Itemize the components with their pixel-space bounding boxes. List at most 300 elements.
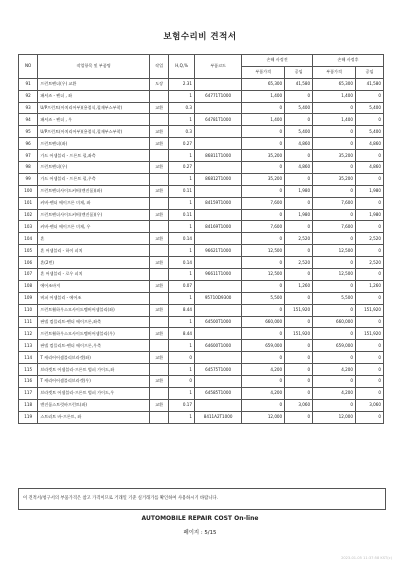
cell-hq: 0.07 [169, 280, 195, 292]
cell-hq: 0.14 [169, 257, 195, 269]
table-row [19, 102, 384, 114]
cell-p3: 1,980 [355, 209, 383, 221]
cell-p3: 0 [355, 292, 383, 304]
cell-l2: 35,200 [313, 173, 356, 185]
cell-work: 교환 [149, 185, 168, 197]
cell-p1: 0 [242, 162, 285, 174]
cell-item: 프런트펜더(우) [38, 162, 150, 174]
cell-work: 교환 [149, 352, 168, 364]
cell-l2: 0 [313, 138, 356, 150]
table-row [19, 78, 384, 90]
table-row [19, 269, 384, 281]
cell-p3: 41,580 [355, 78, 383, 90]
cell-code [195, 352, 242, 364]
cell-hq: 0.27 [169, 138, 195, 150]
print-timestamp: 2023-01-05 11:37:58 KST(c) [341, 556, 392, 560]
cell-p1: 0 [242, 126, 285, 138]
cell-no: 101 [19, 197, 38, 209]
cell-l1: 0 [285, 197, 313, 209]
cell-l1: 5,400 [285, 126, 313, 138]
cell-item: 프런트펜더(좌) [38, 138, 150, 150]
cell-work: 교환 [149, 102, 168, 114]
cell-p3: 0 [355, 340, 383, 352]
cell-work [149, 316, 168, 328]
cell-item: 에어조바져 [38, 280, 150, 292]
cell-l2: 0 [313, 126, 356, 138]
cell-l2: 0 [313, 280, 356, 292]
table-row [19, 257, 384, 269]
cell-item: 프런트펜더사이드커버(엔진룸)(좌) [38, 185, 150, 197]
cell-no: 113 [19, 340, 38, 352]
cell-l2: 12,500 [313, 269, 356, 281]
cell-p3: 0 [355, 114, 383, 126]
cell-no: 116 [19, 376, 38, 388]
cell-work: 교환 [149, 126, 168, 138]
header-labor-after: 공임 [355, 66, 383, 78]
cell-p1: 5,500 [242, 292, 285, 304]
cell-code: 96611T1000 [195, 269, 242, 281]
cell-hq: 0.27 [169, 162, 195, 174]
cell-l2: 12,000 [313, 411, 356, 423]
table-row [19, 138, 384, 150]
cell-work: 교환 [149, 280, 168, 292]
cell-l1: 0 [285, 221, 313, 233]
cell-work: 교환 [149, 376, 168, 388]
table-row [19, 114, 384, 126]
cell-p3: 2,520 [355, 257, 383, 269]
cell-item: 가드 어셈블리 - 프론트 펄,좌측 [38, 150, 150, 162]
cell-code: 84159T1000 [195, 197, 242, 209]
cell-no: 94 [19, 114, 38, 126]
cell-work: 교환 [149, 399, 168, 411]
cell-p3: 0 [355, 245, 383, 257]
cell-work: 교환 [149, 209, 168, 221]
cell-item: 커버-펜더 에이프론 미제, 우 [38, 221, 150, 233]
cell-hq: 1 [169, 292, 195, 304]
cell-code: 64500T1000 [195, 316, 242, 328]
table-row [19, 376, 384, 388]
table-row [19, 304, 384, 316]
cell-hq: 0 [169, 352, 195, 364]
cell-item: 혼 어셈블리 - 로우 피치 [38, 269, 150, 281]
cell-p1: 0 [242, 185, 285, 197]
cell-p3: 0 [355, 352, 383, 364]
header-hq: H,Q,% [169, 55, 195, 79]
cell-hq: 1 [169, 316, 195, 328]
table-row [19, 245, 384, 257]
cell-l2: 0 [313, 304, 356, 316]
cell-hq: 1 [169, 364, 195, 376]
estimate-rows [19, 78, 384, 423]
cell-l2: 65,300 [313, 78, 356, 90]
cell-item: 프런트펜더(우) 교환 [38, 78, 150, 90]
cell-l1: 0 [285, 316, 313, 328]
header-code: 부품코드 [195, 55, 242, 79]
cell-work [149, 292, 168, 304]
estimate-table [18, 54, 384, 424]
cell-no: 93 [19, 102, 38, 114]
cell-l1: 1,980 [285, 185, 313, 197]
cell-l2: 4,200 [313, 364, 356, 376]
cell-item: 혼 어셈블리 - 하이 피치 [38, 245, 150, 257]
cell-no: 98 [19, 162, 38, 174]
cell-p1: 0 [242, 328, 285, 340]
cell-l2: 35,200 [313, 150, 356, 162]
cell-hq: 1 [169, 150, 195, 162]
cell-no: 117 [19, 387, 38, 399]
cell-hq: 1 [169, 173, 195, 185]
cell-item: 엔진룸스트럿바프런트(좌) [38, 399, 150, 411]
cell-hq: 0.14 [169, 233, 195, 245]
cell-p1: 660,000 [242, 316, 285, 328]
cell-no: 111 [19, 316, 38, 328]
cell-code: 64600T1000 [195, 340, 242, 352]
header-labor-before: 공임 [285, 66, 313, 78]
cell-no: 108 [19, 280, 38, 292]
cell-p1: 0 [242, 399, 285, 411]
cell-no: 104 [19, 233, 38, 245]
cell-p3: 2,520 [355, 233, 383, 245]
price-note: 이 견적서/청구서의 부품가격은 참고 가격이므로 거래일 기준 실거래가를 확인하여 사용하시기 바랍니다. [18, 488, 386, 510]
cell-work: 교환 [149, 138, 168, 150]
cell-item: 혼 [38, 233, 150, 245]
cell-code: 64585T1000 [195, 387, 242, 399]
table-row [19, 352, 384, 364]
cell-p3: 0 [355, 90, 383, 102]
cell-l1: 0 [285, 364, 313, 376]
cell-code: 86812T1000 [195, 173, 242, 185]
cell-p3: 151,920 [355, 304, 383, 316]
cell-p1: 0 [242, 352, 285, 364]
cell-l2: 0 [313, 352, 356, 364]
table-row [19, 185, 384, 197]
cell-p1: 4,200 [242, 387, 285, 399]
header-work: 작업 [149, 55, 168, 79]
table-row [19, 387, 384, 399]
table-row [19, 173, 384, 185]
cell-item: U/P프런트(아치리어부)(용접식,철재부스부착) [38, 102, 150, 114]
cell-l2: 0 [313, 328, 356, 340]
cell-code: 64781T1000 [195, 114, 242, 126]
cell-no: 109 [19, 292, 38, 304]
cell-hq: 0 [169, 376, 195, 388]
table-row [19, 340, 384, 352]
cell-item: 프런트펜더사이드커버(엔진룸)(우) [38, 209, 150, 221]
cell-item: 브라켓트 어셈블리-프론트 범퍼 가이드,우 [38, 387, 150, 399]
cell-work: 교환 [149, 162, 168, 174]
cell-l1: 0 [285, 150, 313, 162]
cell-no: 106 [19, 257, 38, 269]
cell-work [149, 364, 168, 376]
cell-p1: 0 [242, 280, 285, 292]
header-no: NO [19, 55, 38, 79]
cell-p3: 0 [355, 364, 383, 376]
cell-hq: 1 [169, 114, 195, 126]
table-row [19, 150, 384, 162]
cell-p1: 0 [242, 304, 285, 316]
cell-p3: 3,060 [355, 399, 383, 411]
cell-l1: 41,580 [285, 78, 313, 90]
cell-p3: 5,400 [355, 126, 383, 138]
cell-item: 혼(2번) [38, 257, 150, 269]
cell-code: 84169T1000 [195, 221, 242, 233]
cell-item: 패셔즈 - 펜더 , 좌 [38, 90, 150, 102]
cell-code [195, 376, 242, 388]
table-row [19, 292, 384, 304]
cell-code [195, 304, 242, 316]
cell-hq: 1 [169, 340, 195, 352]
cell-code [195, 102, 242, 114]
cell-item: T 캐리어어셈블리브라켓(우) [38, 376, 150, 388]
cell-code: 8411A2T1000 [195, 411, 242, 423]
cell-hq: 0.17 [169, 399, 195, 411]
cell-no: 96 [19, 138, 38, 150]
cell-l2: 4,200 [313, 387, 356, 399]
cell-l2: 659,000 [313, 340, 356, 352]
cell-p1: 12,500 [242, 245, 285, 257]
cell-code [195, 233, 242, 245]
cell-item: 버퍼 어셈블리 - 에어조 [38, 292, 150, 304]
cell-code: 64771T1000 [195, 90, 242, 102]
cell-p1: 4,200 [242, 364, 285, 376]
cell-p3: 1,260 [355, 280, 383, 292]
cell-p1: 0 [242, 376, 285, 388]
table-row [19, 328, 384, 340]
table-row [19, 411, 384, 423]
cell-p3: 0 [355, 376, 383, 388]
cell-code [195, 328, 242, 340]
document-title: 보험수리비 견적서 [163, 32, 237, 42]
cell-p1: 65,300 [242, 78, 285, 90]
cell-l2: 0 [313, 399, 356, 411]
table-row [19, 233, 384, 245]
cell-hq: 1 [169, 245, 195, 257]
cell-no: 97 [19, 150, 38, 162]
cell-l1: 0 [285, 173, 313, 185]
cell-p1: 12,500 [242, 269, 285, 281]
cell-p3: 151,920 [355, 328, 383, 340]
cell-no: 102 [19, 209, 38, 221]
table-row [19, 399, 384, 411]
cell-code [195, 78, 242, 90]
cell-l1: 0 [285, 269, 313, 281]
cell-p3: 0 [355, 173, 383, 185]
cell-work: 교환 [149, 257, 168, 269]
cell-work [149, 173, 168, 185]
cell-p1: 0 [242, 209, 285, 221]
cell-item: 프런트휠하우스모사이드멤버어셈블리(우) [38, 328, 150, 340]
cell-work [149, 411, 168, 423]
cell-work: 도장 [149, 78, 168, 90]
cell-l1: 1,980 [285, 209, 313, 221]
cell-p3: 0 [355, 221, 383, 233]
cell-hq: 1 [169, 221, 195, 233]
cell-code [195, 162, 242, 174]
cell-p3: 0 [355, 150, 383, 162]
cell-l2: 7,600 [313, 197, 356, 209]
cell-no: 119 [19, 411, 38, 423]
cell-l2: 0 [313, 102, 356, 114]
table-row [19, 90, 384, 102]
cell-code: 96621T1000 [195, 245, 242, 257]
header-parts-price-before: 부품가격 [242, 66, 285, 78]
cell-p1: 0 [242, 233, 285, 245]
cell-l1: 0 [285, 387, 313, 399]
cell-item: 가드 어셈블리 - 프론트 펄,우측 [38, 173, 150, 185]
cell-hq: 1 [169, 197, 195, 209]
cell-p1: 0 [242, 102, 285, 114]
table-row [19, 209, 384, 221]
cell-l1: 151,920 [285, 304, 313, 316]
table-row [19, 364, 384, 376]
cell-work [149, 221, 168, 233]
cell-code [195, 126, 242, 138]
cell-l2: 0 [313, 376, 356, 388]
header-item: 작업항목 및 부품명 [38, 55, 150, 79]
cell-work [149, 90, 168, 102]
cell-hq: 1 [169, 387, 195, 399]
cell-l2: 0 [313, 233, 356, 245]
cell-l1: 0 [285, 352, 313, 364]
cell-l1: 0 [285, 245, 313, 257]
footer-title: AUTOMOBILE REPAIR COST On-line [141, 515, 259, 522]
cell-no: 100 [19, 185, 38, 197]
cell-no: 115 [19, 364, 38, 376]
cell-work: 교환 [149, 233, 168, 245]
cell-code: 64575T1000 [195, 364, 242, 376]
cell-l1: 4,860 [285, 162, 313, 174]
cell-no: 118 [19, 399, 38, 411]
cell-l2: 1,400 [313, 90, 356, 102]
cell-p3: 0 [355, 316, 383, 328]
cell-p3: 4,860 [355, 162, 383, 174]
cell-hq: 1 [169, 90, 195, 102]
cell-item: 스트러트 바-프론트, 좌 [38, 411, 150, 423]
cell-p3: 5,400 [355, 102, 383, 114]
cell-p1: 0 [242, 257, 285, 269]
cell-l2: 0 [313, 185, 356, 197]
cell-no: 112 [19, 328, 38, 340]
cell-item: 프런트휠하우스모사이드멤버어셈블리(좌) [38, 304, 150, 316]
cell-no: 91 [19, 78, 38, 90]
cell-l1: 0 [285, 411, 313, 423]
cell-p1: 35,200 [242, 150, 285, 162]
cell-p1: 7,600 [242, 197, 285, 209]
table-row [19, 316, 384, 328]
header-before-group: 손해 사정전 [242, 55, 313, 67]
cell-l1: 4,860 [285, 138, 313, 150]
page-number: 페이지 : 5/15 [183, 530, 217, 536]
cell-l1: 0 [285, 292, 313, 304]
cell-hq: 0.11 [169, 185, 195, 197]
table-row [19, 126, 384, 138]
cell-item: 판넬 컴플리트-펜더 에이프론,좌측 [38, 316, 150, 328]
table-row [19, 280, 384, 292]
cell-work [149, 245, 168, 257]
cell-l2: 5,500 [313, 292, 356, 304]
cell-no: 107 [19, 269, 38, 281]
cell-l1: 2,520 [285, 257, 313, 269]
cell-item: 커버-펜더 에이프론 미제, 좌 [38, 197, 150, 209]
cell-p3: 4,860 [355, 138, 383, 150]
cell-l1: 0 [285, 90, 313, 102]
cell-work: 교환 [149, 328, 168, 340]
cell-p3: 0 [355, 269, 383, 281]
cell-p1: 659,000 [242, 340, 285, 352]
cell-p1: 0 [242, 138, 285, 150]
cell-code [195, 138, 242, 150]
cell-no: 99 [19, 173, 38, 185]
cell-hq: 8.44 [169, 328, 195, 340]
cell-no: 110 [19, 304, 38, 316]
cell-hq: 0.11 [169, 209, 195, 221]
cell-l2: 0 [313, 257, 356, 269]
cell-l1: 0 [285, 114, 313, 126]
cell-work [149, 269, 168, 281]
cell-work [149, 340, 168, 352]
cell-l1: 2,520 [285, 233, 313, 245]
table-row [19, 221, 384, 233]
cell-work [149, 150, 168, 162]
cell-l2: 660,000 [313, 316, 356, 328]
cell-l1: 5,400 [285, 102, 313, 114]
cell-p1: 35,200 [242, 173, 285, 185]
cell-l2: 7,600 [313, 221, 356, 233]
cell-p3: 0 [355, 387, 383, 399]
cell-l2: 0 [313, 209, 356, 221]
cell-hq: 8.44 [169, 304, 195, 316]
cell-no: 95 [19, 126, 38, 138]
cell-hq: 0.3 [169, 126, 195, 138]
header-after-group: 손해 사정후 [313, 55, 384, 67]
cell-l1: 151,920 [285, 328, 313, 340]
cell-hq: 0.3 [169, 102, 195, 114]
cell-l1: 0 [285, 340, 313, 352]
cell-l2: 1,400 [313, 114, 356, 126]
cell-work [149, 387, 168, 399]
cell-p1: 12,000 [242, 411, 285, 423]
cell-code [195, 185, 242, 197]
cell-l2: 0 [313, 162, 356, 174]
cell-l2: 12,500 [313, 245, 356, 257]
header-parts-price-after: 부품가격 [313, 66, 356, 78]
cell-item: U/P프런트(아치리어부)(용접식,철재부스부착) [38, 126, 150, 138]
cell-work [149, 197, 168, 209]
cell-hq: 1 [169, 269, 195, 281]
cell-no: 114 [19, 352, 38, 364]
cell-item: 브라켓트 어셈블리-프론트 범퍼 가이드,좌 [38, 364, 150, 376]
cell-work [149, 114, 168, 126]
cell-p3: 0 [355, 411, 383, 423]
cell-item: T 캐리어어셈블리브라켓(좌) [38, 352, 150, 364]
cell-p1: 7,600 [242, 221, 285, 233]
table-row [19, 197, 384, 209]
cell-item: 패셔즈 - 펜더 , 우 [38, 114, 150, 126]
cell-p3: 0 [355, 197, 383, 209]
cell-item: 판넬 컴플리트-펜더 에이프론,우측 [38, 340, 150, 352]
table-row [19, 162, 384, 174]
cell-code [195, 209, 242, 221]
cell-p1: 1,400 [242, 114, 285, 126]
cell-code: 95710D9300 [195, 292, 242, 304]
cell-hq: 1 [169, 411, 195, 423]
cell-hq: 2.31 [169, 78, 195, 90]
cell-code [195, 257, 242, 269]
cell-no: 103 [19, 221, 38, 233]
cell-l1: 3,060 [285, 399, 313, 411]
cell-code [195, 399, 242, 411]
cell-l1: 1,260 [285, 280, 313, 292]
